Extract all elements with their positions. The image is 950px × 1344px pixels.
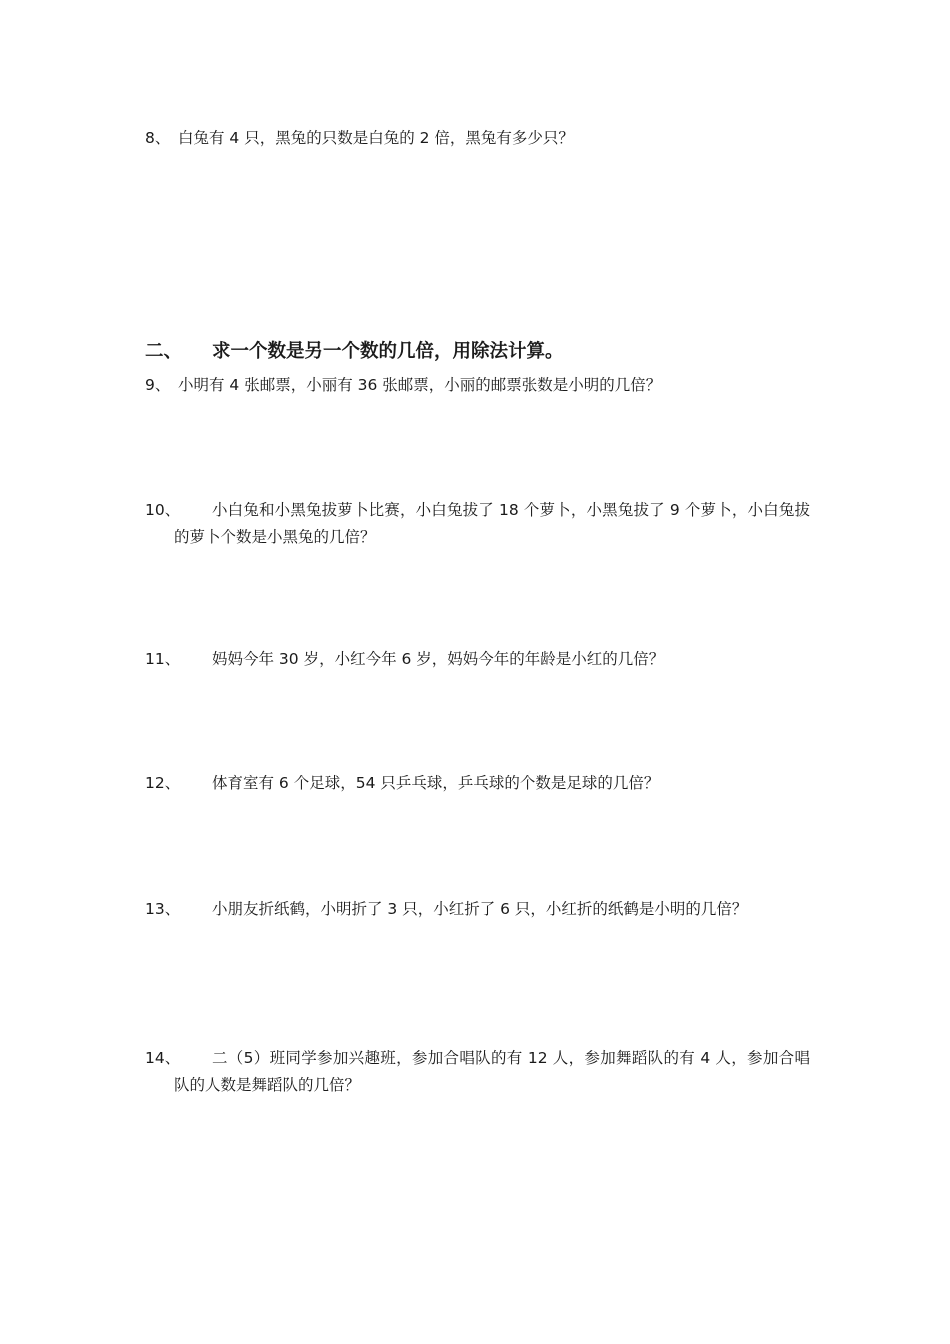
question-number: 11、 bbox=[145, 650, 181, 668]
question-text: 小明有 4 张邮票，小丽有 36 张邮票，小丽的邮票张数是小明的几倍？ bbox=[178, 376, 662, 394]
question-text: 二（5）班同学参加兴趣班，参加合唱队的有 12 人，参加舞蹈队的有 4 人，参加合唱队的人数是舞蹈队的几倍？ bbox=[174, 1049, 810, 1094]
question-8 bbox=[145, 125, 810, 152]
question-9 bbox=[145, 372, 810, 399]
section-heading bbox=[145, 337, 564, 363]
question-text: 白兔有 4 只，黑兔的只数是白兔的 2 倍，黑兔有多少只？ bbox=[178, 129, 574, 147]
question-12 bbox=[145, 770, 810, 797]
question-number: 10、 bbox=[145, 501, 181, 519]
section-number: 二、 bbox=[145, 341, 183, 362]
question-text: 妈妈今年 30 岁，小红今年 6 岁，妈妈今年的年龄是小红的几倍？ bbox=[212, 650, 665, 668]
question-number: 9、 bbox=[145, 376, 171, 394]
question-14 bbox=[145, 1045, 810, 1099]
question-number: 14、 bbox=[145, 1049, 181, 1067]
question-13 bbox=[145, 896, 810, 923]
question-number: 8、 bbox=[145, 129, 171, 147]
question-text: 小朋友折纸鹤，小明折了 3 只，小红折了 6 只，小红折的纸鹤是小明的几倍？ bbox=[212, 900, 748, 918]
question-11 bbox=[145, 646, 810, 673]
question-text: 小白兔和小黑兔拔萝卜比赛，小白兔拔了 18 个萝卜，小黑兔拔了 9 个萝卜，小白兔拔的萝卜个数是小黑兔的几倍？ bbox=[174, 501, 810, 546]
section-title: 求一个数是另一个数的几倍，用除法计算。 bbox=[212, 341, 564, 362]
question-text: 体育室有 6 个足球，54 只乒乓球，乒乓球的个数是足球的几倍？ bbox=[212, 774, 660, 792]
question-number: 13、 bbox=[145, 900, 181, 918]
question-10 bbox=[145, 497, 810, 551]
question-number: 12、 bbox=[145, 774, 181, 792]
